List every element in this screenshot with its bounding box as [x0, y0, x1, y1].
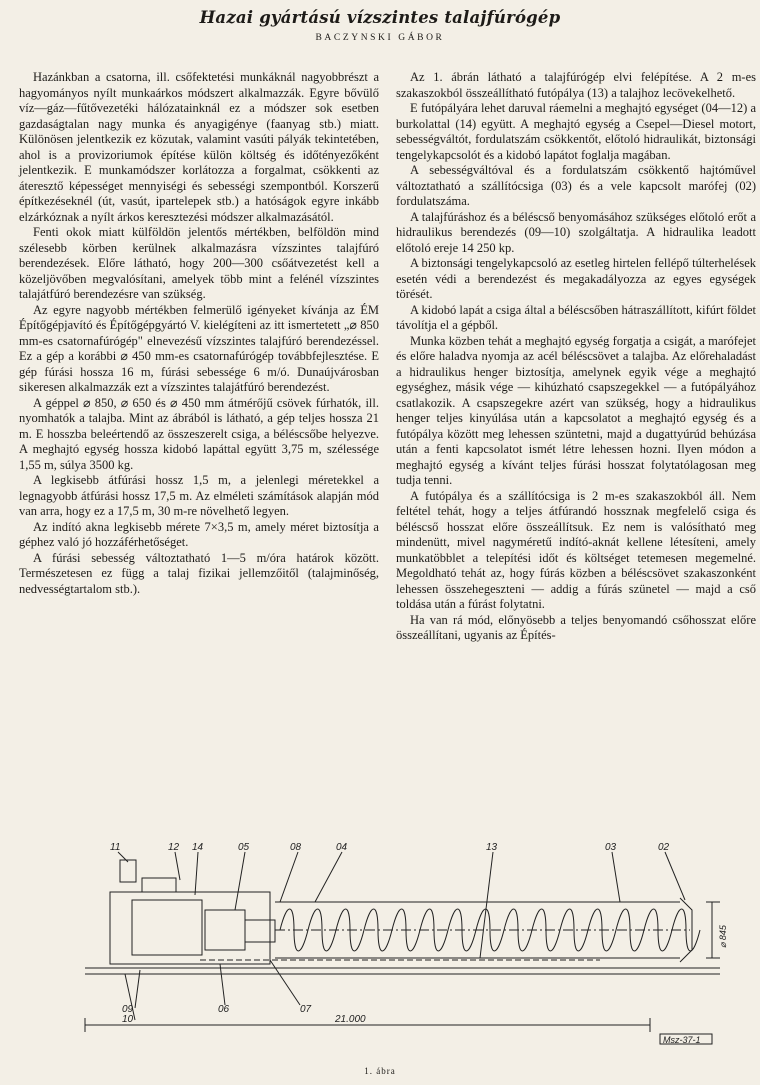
figure-label: 02	[658, 842, 670, 853]
paragraph: Fenti okok miatt külföldön jelentős mértékben, belföldön mind szélesebb körben kerülnek alkalmazásra vízszintes talajfúró berendezések. Előre látható, hogy 200—300 csőátvezetést kell a közeljövőben megvalósítani, amelyek több mint a felénél vízszintes talajátfúró berendezésre van szükség.	[19, 225, 379, 301]
figure-label: 14	[192, 842, 204, 853]
machine-drawing	[80, 840, 730, 1045]
article-title: Hazai gyártású vízszintes talajfúrógép	[199, 8, 561, 27]
leader-line	[175, 852, 180, 880]
figure-label: 09	[122, 1004, 134, 1015]
paragraph: A sebességváltóval és a fordulatszám csökkentő hajtóművel változtatható a szállítócsiga (03) és a vele kapcsolt marófej (02) fordulatszáma.	[396, 163, 756, 208]
exhaust-stack	[120, 860, 136, 882]
leader-line	[135, 970, 140, 1008]
leader-line	[665, 852, 685, 900]
paragraph: A biztonsági tengelykapcsoló az esetleg hirtelen fellépő túlterhelések esetén védi a berendezést és megakadályozza az egyes egységek törését.	[396, 256, 756, 301]
paragraph: A kidobó lapát a csiga által a béléscsőben hátraszállított, kifúrt földet távolítja el a gépből.	[396, 302, 756, 332]
figure-caption: 1. ábra	[364, 1066, 396, 1076]
paragraph: Hazánkban a csatorna, ill. csőfektetési munkáknál nagyobbrészt a hagyományos nyílt munkaárkos módszert alkalmazzák. Egyre bővülő víz—gáz—fűtővezetéki hálózatainknál ez a módszer sok esetben gazdaságtalan nagy munka és anyagigénye (faanyag stb.) miatt. Különösen jelentkezik ez közutak, valamint vasúti pályák tekintetében, ahol is a provizoriumok építése külön költség és időtényezőként jelentkezik. E munkamódszer korlátozza a forgalmat, csökkenti az áteresztő képességet mennyiségi és sebességi szempontból. Korszerű építkezéseknél (út, vasút, ipartelepek stb.) a hatóságok egyre inkább elzárkóznak a nyílt árkos keresztezési módszer alkalmazásától.	[19, 70, 379, 224]
text-column-left	[19, 70, 379, 597]
dimension-length: 21.000	[335, 1014, 366, 1025]
figure-label: 12	[168, 842, 180, 853]
paragraph: Az 1. ábrán látható a talajfúrógép elvi felépítése. A 2 m-es szakaszokból összeállítható futópálya (13) a talajhoz lecövekelhető.	[396, 70, 756, 100]
figure-label: 03	[605, 842, 617, 853]
figure-label: 10	[122, 1014, 134, 1025]
leader-line	[480, 852, 493, 958]
technical-drawing-svg	[80, 840, 730, 1045]
leader-line	[270, 960, 300, 1005]
leader-line	[315, 852, 342, 902]
figure-label: 07	[300, 1004, 312, 1015]
tank-cover	[142, 878, 176, 892]
paragraph: Ha van rá mód, előnyösebb a teljes benyomandó csőhosszat előre összeállítani, ugyanis az Építés-	[396, 612, 756, 642]
leader-line	[280, 852, 298, 902]
paragraph: A legkisebb átfúrási hossz 1,5 m, a jelenlegi méretekkel a legnagyobb átfúrási hossz 17,5 m. Az elméleti számítások alapján mód van arra, hogy ez a 17,5 m, 30 m-re növelhető legyen.	[19, 473, 379, 518]
article-author: BACZYNSKI GÁBOR	[315, 33, 445, 43]
leader-line	[612, 852, 620, 902]
text-column-right	[396, 70, 756, 644]
dimension-diameter: ⌀ 845	[718, 925, 728, 948]
figure-label: 05	[238, 842, 250, 853]
paragraph: Az egyre nagyobb mértékben felmerülő igényeket kívánja az ÉM Építőgépjavító és Építőgépgyártó V. kielégíteni az itt ismertetett „⌀ 850 mm-es csatornafúrógép" elnevezésű vízszintes talajfúró berendezéssel. Ez a gép a korábbi ⌀ 450 mm-es csatornafúrógép továbbfejlesztése. E gép fúrási hossza 16 m, fúrási sebessége 6 m/ó. Dunaújvárosban sikeresen alkalmazzák ezt a vízszintes talajátfúró berendezést.	[19, 302, 379, 394]
paragraph: A fúrási sebesség változtatható 1—5 m/óra határok között. Természetesen ez függ a talaj fizikai jellemzőitől (talajminőség, nedvességtartalom stb.).	[19, 550, 379, 596]
figure-label: 13	[486, 842, 498, 853]
paragraph: Az indító akna legkisebb mérete 7×3,5 m, amely méret biztosítja a géphez való jó hozzáférhetőséget.	[19, 519, 379, 549]
figure-label: 06	[218, 1004, 230, 1015]
leader-line	[195, 852, 198, 895]
drive-unit-housing	[110, 892, 270, 964]
paragraph: A futópálya és a szállítócsiga is 2 m-es szakaszokból áll. Nem feltétel tehát, hogy a teljes átfúrandó hossznak megfelelő csiga és béléscső hosszat előre összeállítsuk. Ez nem is valósítható meg mindenütt, mivel nagyméretű indító-aknát kellene létesíteni, amely munkatöbblet a telepítési időt és költséget tetemesen megemelné. Megoldható tehát az, hogy fúrás közben a béléscsövet szakaszonként lehessen összehegeszteni — addig a fúrás szünetel — majd a cső toldása után a fúrást folytatni.	[396, 488, 756, 611]
paragraph: E futópályára lehet daruval ráemelni a meghajtó egységet (04—12) a burkolattal (14) együtt. A meghajtó egység a Csepel—Diesel motort, sebességváltót, fordulatszám csökkentőt, előtoló hidraulikát, biztonsági tengelykapcsolót és a kidobó lapátot foglalja magában.	[396, 101, 756, 162]
paragraph: A géppel ⌀ 850, ⌀ 650 és ⌀ 450 mm átmérőjű csövek fúrhatók, ill. nyomhatók a talajba. Mint az ábrából is látható, a gép teljes hossza 21 m. E hosszba beleértendő az összeszerelt csiga, a béléscsőbe helyezve. A meghajtó egység hossza kidobó lapáttal együtt 3,75 m, szélessége 1,55 m, súlya 3500 kg.	[19, 395, 379, 472]
gearbox-block	[205, 910, 245, 950]
leader-line	[235, 852, 245, 910]
leader-line	[220, 964, 225, 1005]
figure-label: 08	[290, 842, 302, 853]
paragraph: Munka közben tehát a meghajtó egység forgatja a csigát, a marófejet és előre haladva nyomja az acél béléscsövet a talajba. Az előrehaladást a hidraulikus henger biztosítja, amelynek egyik vége a meghajtó egységhez, másik vége — kihúzható csapszegekkel — a futópályához csatlakozik. A csapszegekre azért van szükség, hogy a hidraulikus henger teljes kinyúlása után a kapcsolatot a meghajtó egység és a futópálya között meg lehessen szüntetni, majd a dugattyúrúd behúzása után a fenti kapcsolatot ismét létre lehessen hozni. Ilyen módon a meghajtó egység a kívánt teljes fúrási hosszat folytatólagosan meg tudja tenni.	[396, 333, 756, 487]
motor-block	[132, 900, 202, 955]
drawing-code: Msz-37-1	[663, 1035, 701, 1045]
paragraph: A talajfúráshoz és a béléscső benyomásához szükséges előtoló erőt a hidraulikus berendezés (09—10) szolgáltatja. A hidraulika leadott előtoló ereje 14 250 kp.	[396, 209, 756, 255]
figure-label: 11	[110, 842, 121, 853]
figure-label: 04	[336, 842, 348, 853]
